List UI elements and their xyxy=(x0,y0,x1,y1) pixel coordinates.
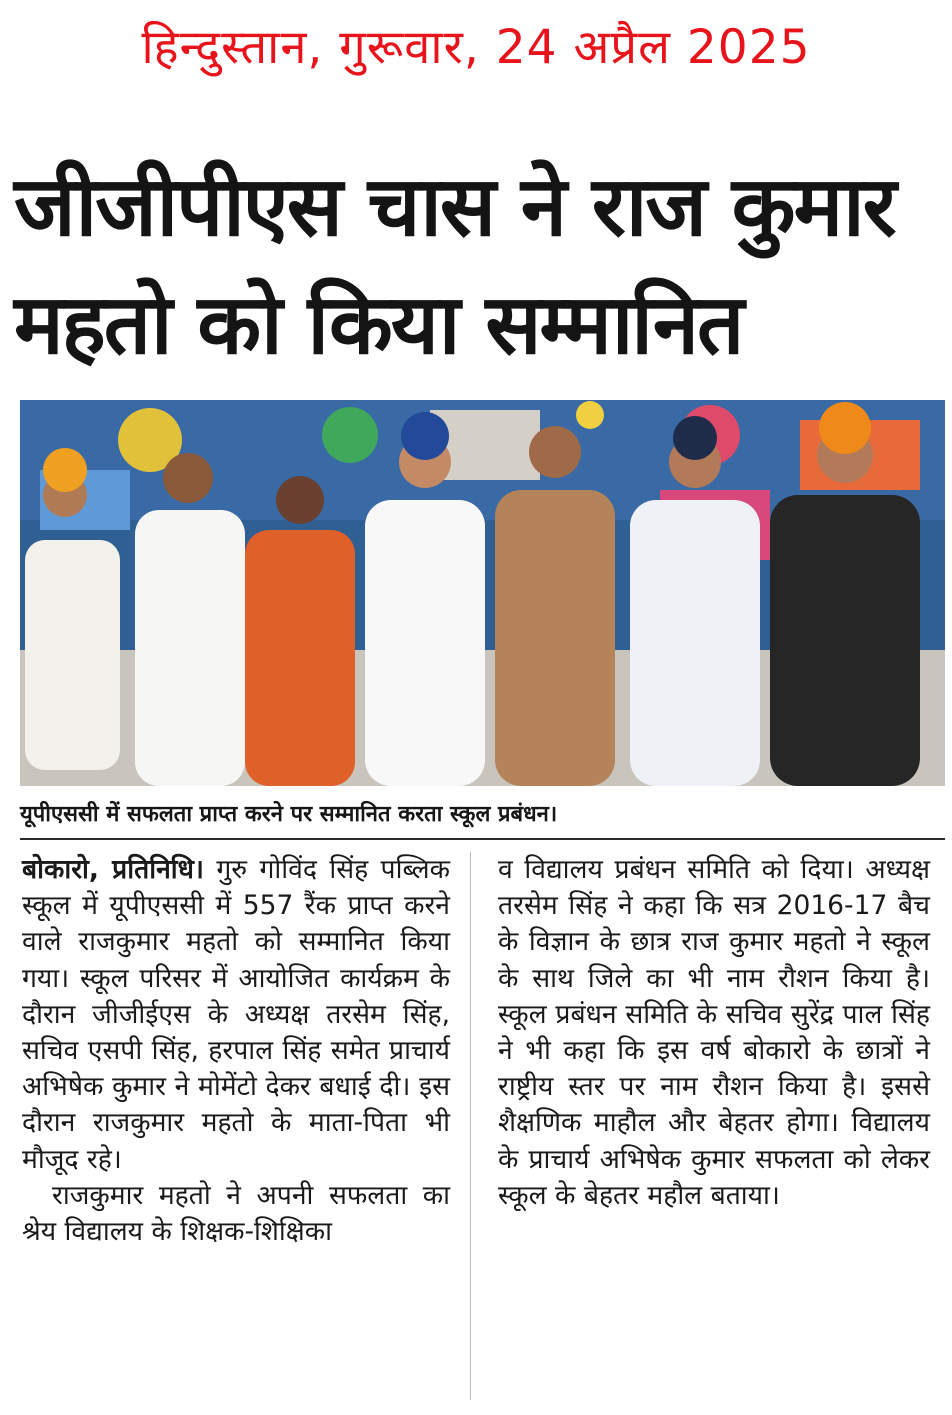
article-paragraph-1 xyxy=(22,852,450,1178)
group-photo-illustration xyxy=(20,400,945,786)
article-paragraph-2-start: राजकुमार महतो ने अपनी सफलता का श्रेय विद्यालय के शिक्षक-शिक्षिका xyxy=(22,1179,450,1248)
caption-divider xyxy=(20,838,945,840)
article-headline: जीजीपीएस चास ने राज कुमार महतो को किया सम्मानित xyxy=(14,158,895,373)
article-photo xyxy=(20,400,945,786)
article-paragraph-2-continued: व विद्यालय प्रबंधन समिति को दिया। अध्यक्ष तरसेम सिंह ने कहा कि सत्र 2016-17 बैच के विज्ञान के छात्र राज कुमार महतो ने स्कूल के साथ जिले का भी नाम रौशन किया है। स्कूल प्रबंधन समिति के सचिव सुरेंद्र पाल सिंह ने भी कहा कि इस वर्ष बोकारो के छात्रों ने राष्ट्रीय स्तर पर नाम रौशन किया है। इससे शैक्षणिक माहौल और बेहतर होगा। विद्यालय के प्राचार्य अभिषेक कुमार सफलता को लेकर स्कूल के बेहतर महौल बताया। xyxy=(498,854,930,1211)
newspaper-masthead: हिन्दुस्तान, गुरूवार, 24 अप्रैल 2025 xyxy=(141,20,811,75)
article-paragraph-1-text: गुरु गोविंद सिंह पब्लिक स्कूल में यूपीएससी में 557 रैंक प्राप्त करने वाले राजकुमार महतो को सम्मानित किया गया। स्कूल परिसर में आयोजित कार्यक्रम के दौरान जीजीईएस के अध्यक्ष तरसेम सिंह, सचिव एसपी सिंह, हरपाल सिंह समेत प्राचार्य अभिषेक कुमार ने मोमेंटो देकर बधाई दी। इस दौरान राजकुमार महतो के माता-पिता भी मौजूद रहे। xyxy=(22,854,450,1175)
article-dateline: बोकारो, प्रतिनिधि। xyxy=(22,854,204,885)
photo-caption: यूपीएससी में सफलता प्राप्त करने पर सम्मानित करता स्कूल प्रबंधन। xyxy=(20,802,558,827)
article-column-right xyxy=(498,852,930,1214)
article-column-left xyxy=(22,852,450,1250)
column-divider xyxy=(470,852,471,1400)
